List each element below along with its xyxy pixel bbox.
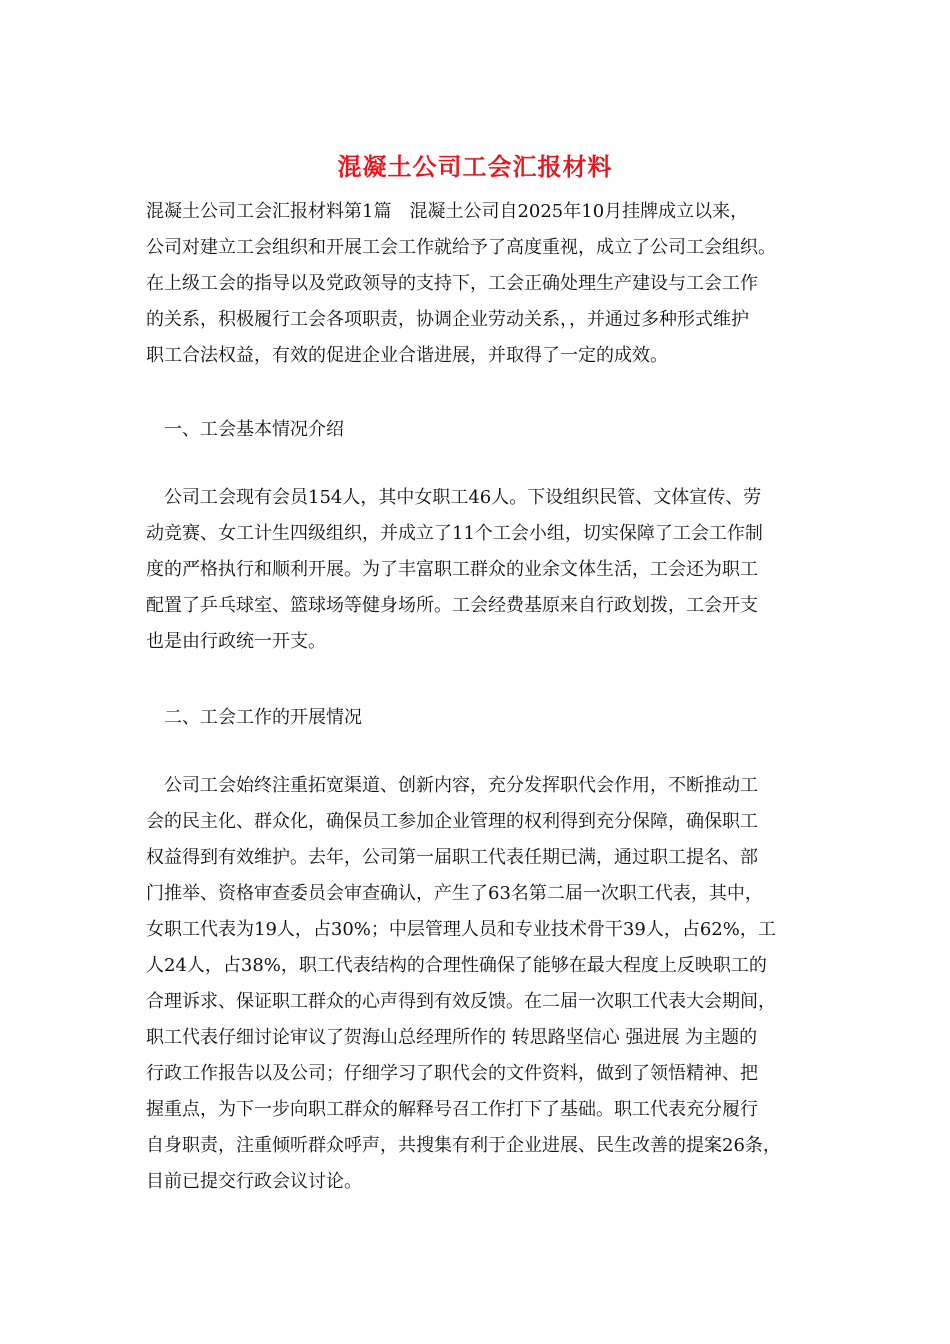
section-heading-text: 一、工会基本情况介绍 — [146, 419, 344, 440]
paragraph-line: 公司对建立工会组织和开展工会工作就给予了高度重视，成立了公司工会组织。 — [146, 237, 776, 258]
document-title: 混凝土公司工会汇报材料 — [337, 152, 613, 181]
paragraph-line: 目前已提交行政会议讨论。 — [146, 1171, 362, 1192]
paragraph-line: 公司工会现有会员154人，其中女职工46人。下设组织民管、文体宣传、劳 — [146, 487, 762, 508]
paragraph-line: 动竞赛、女工计生四级组织，并成立了11个工会小组，切实保障了工会工作制 — [146, 523, 763, 544]
paragraph-line: 握重点，为下一步向职工群众的解释号召工作打下了基础。职工代表充分履行 — [146, 1099, 758, 1120]
paragraph-line: 度的严格执行和顺利开展。为了丰富职工群众的业余文体生活，工会还为职工 — [146, 559, 758, 580]
section-heading-1 — [146, 412, 812, 448]
paragraph-line: 的关系，积极履行工会各项职责，协调企业劳动关系，，并通过多种形式维护 — [146, 309, 749, 330]
paragraph-line: 会的民主化、群众化，确保员工参加企业管理的权利得到充分保障，确保职工 — [146, 811, 758, 832]
paragraph-line: 公司工会始终注重拓宽渠道、创新内容，充分发挥职代会作用，不断推动工 — [146, 775, 758, 796]
section-heading-text: 二、工会工作的开展情况 — [146, 707, 362, 728]
paragraph-line: 女职工代表为19人，占30%；中层管理人员和专业技术骨干39人，占62%，工 — [146, 919, 776, 940]
paragraph-line: 配置了乒乓球室、篮球场等健身场所。工会经费基原来自行政划拨，工会开支 — [146, 595, 758, 616]
section-heading-2 — [146, 700, 812, 736]
paragraph-line: 人24人，占38%，职工代表结构的合理性确保了能够在最大程度上反映职工的 — [146, 955, 767, 976]
paragraph-line: 在上级工会的指导以及党政领导的支持下，工会正确处理生产建设与工会工作 — [146, 273, 758, 294]
intro-paragraph — [146, 194, 812, 374]
paragraph-line: 自身职责，注重倾听群众呼声，共搜集有利于企业进展、民生改善的提案26条， — [146, 1135, 781, 1156]
paragraph-line: 权益得到有效维护。去年，公司第一届职工代表任期已满，通过职工提名、部 — [146, 847, 758, 868]
section1-paragraph — [146, 480, 812, 660]
paragraph-line: 混凝土公司工会汇报材料第1篇 混凝土公司自2025年10月挂牌成立以来， — [146, 201, 749, 222]
paragraph-line: 合理诉求、保证职工群众的心声得到有效反馈。在二届一次职工代表大会期间， — [146, 991, 776, 1012]
paragraph-line: 职工合法权益，有效的促进企业合谐进展，并取得了一定的成效。 — [146, 345, 668, 366]
paragraph-line: 行政工作报告以及公司；仔细学习了职代会的文件资料，做到了领悟精神、把 — [146, 1063, 758, 1084]
paragraph-line: 职工代表仔细讨论审议了贺海山总经理所作的 转思路坚信心 强进展 为主题的 — [146, 1027, 758, 1048]
paragraph-line: 也是由行政统一开支。 — [146, 631, 326, 652]
paragraph-line: 门推举、资格审查委员会审查确认，产生了63名第二届一次职工代表，其中， — [146, 883, 763, 904]
section2-paragraph — [146, 768, 812, 1200]
